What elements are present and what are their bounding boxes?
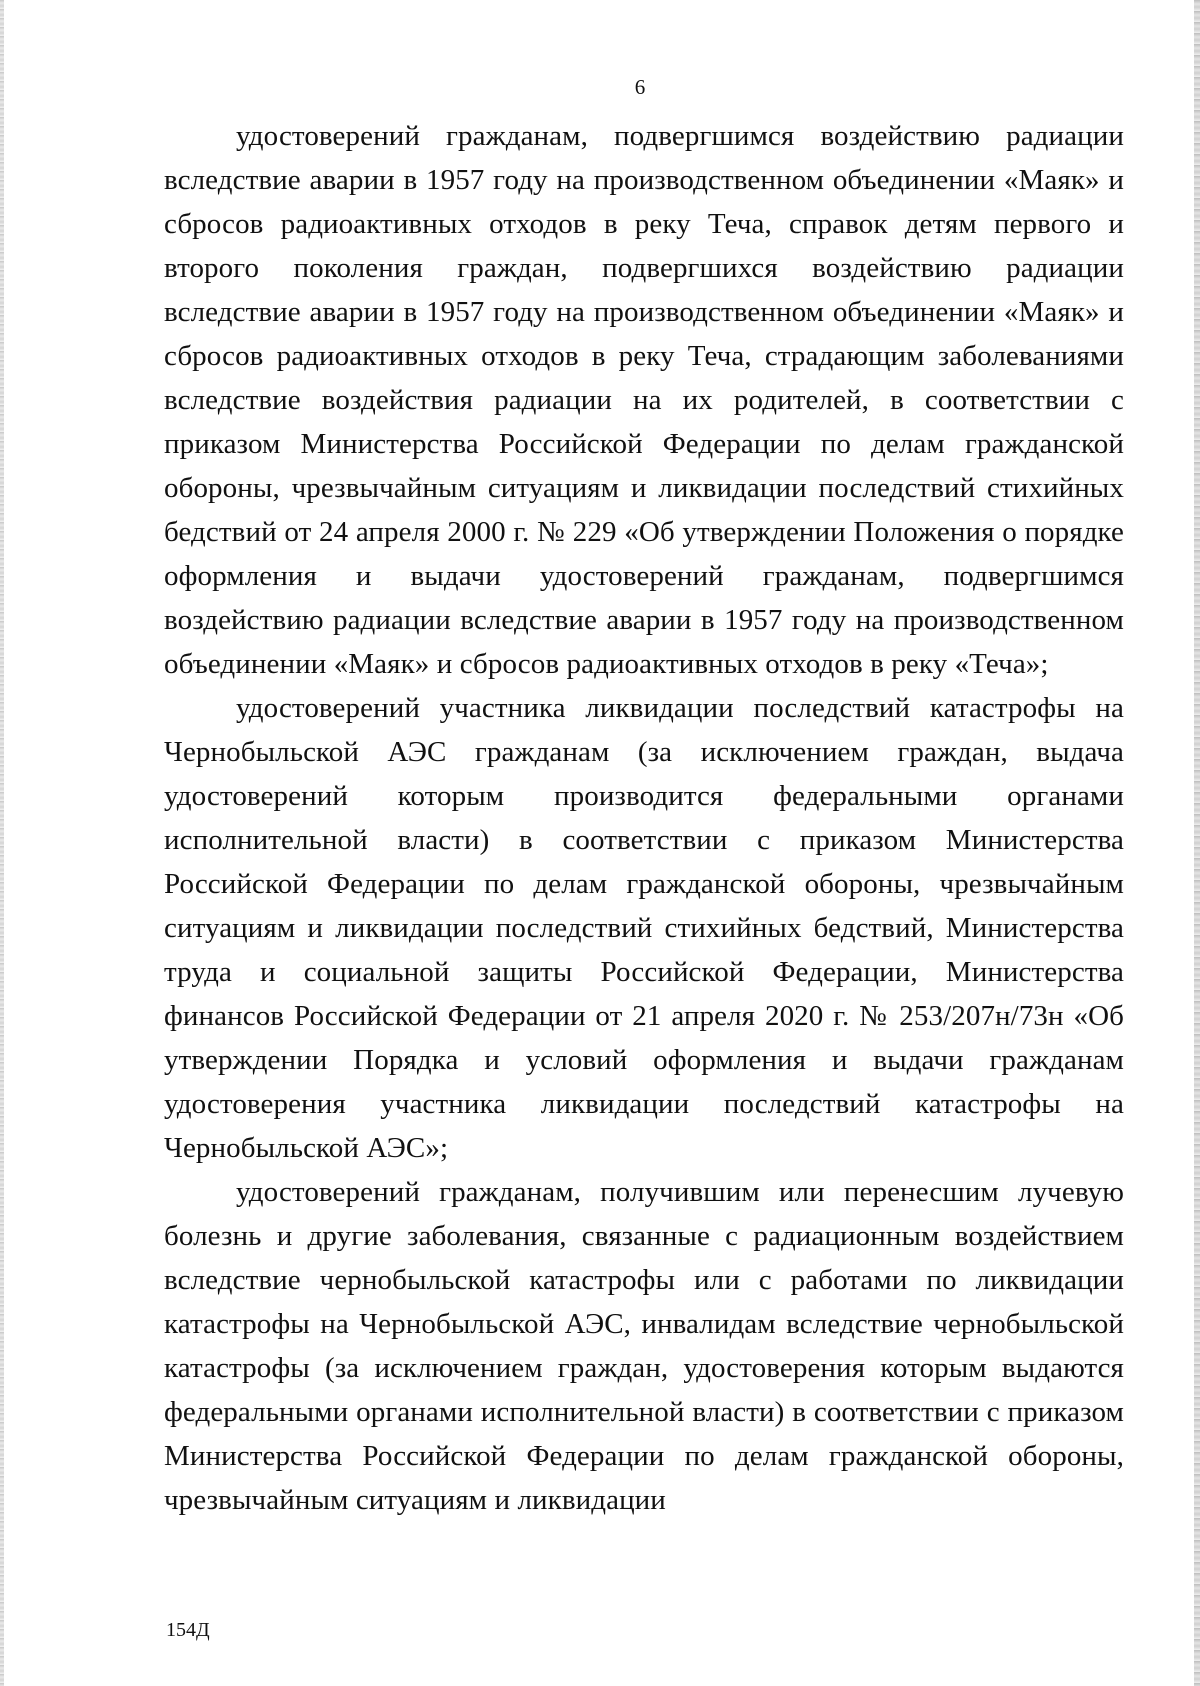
paragraph-radiation-sickness: удостоверений гражданам, получившим или перенесшим лучевую болезнь и другие заболевания, связанные с радиационным воздействием вследствие чернобыльской катастрофы или с работами по ликвидации катастрофы на Чернобыльской АЭС, инвалидам вследствие чернобыльской катастрофы (за исключением граждан, удостоверения которым выдаются федеральными органами исполнительной власти) в соответствии с приказом Министерства Российской Федерации по делам гражданской обороны, чрезвычайным ситуациям и ликвидации: [164, 1176, 1124, 1516]
scan-edge-right: [1194, 0, 1200, 1686]
paragraph-chernobyl-liquidator: удостоверений участника ликвидации последствий катастрофы на Чернобыльской АЭС гражданам (за исключением граждан, выдача удостоверений которым производится федеральными органами исполнительной власти) в соответствии с приказом Министерства Российской Федерации по делам гражданской обороны, чрезвычайным ситуациям и ликвидации последствий стихийных бедствий, Министерства труда и социальной защиты Российской Федерации, Министерства финансов Российской Федерации от 21 апреля 2020 г. № 253/207н/73н «Об утверждении Порядка и условий оформления и выдачи гражданам удостоверения участника ликвидации последствий катастрофы на Чернобыльской АЭС»;: [164, 692, 1124, 1164]
page-number: 6: [634, 75, 646, 99]
page-code: 154Д: [166, 1619, 210, 1641]
document-body: [164, 114, 1124, 1522]
scan-edge-left: [0, 0, 4, 1686]
paragraph-radiation-mayak: удостоверений гражданам, подвергшимся воздействию радиации вследствие аварии в 1957 году на производственном объединении «Маяк» и сбросов радиоактивных отходов в реку Теча, справок детям первого и второго поколения граждан, подвергшихся воздействию радиации вследствие аварии в 1957 году на производственном объединении «Маяк» и сбросов радиоактивных отходов в реку Теча, страдающим заболеваниями вследствие воздействия радиации на их родителей, в соответствии с приказом Министерства Российской Федерации по делам гражданской обороны, чрезвычайным ситуациям и ликвидации последствий стихийных бедствий от 24 апреля 2000 г. № 229 «Об утверждении Положения о порядке оформления и выдачи удостоверений гражданам, подвергшимся воздействию радиации вследствие аварии в 1957 году на производственном объединении «Маяк» и сбросов радиоактивных отходов в реку «Теча»;: [164, 120, 1124, 680]
